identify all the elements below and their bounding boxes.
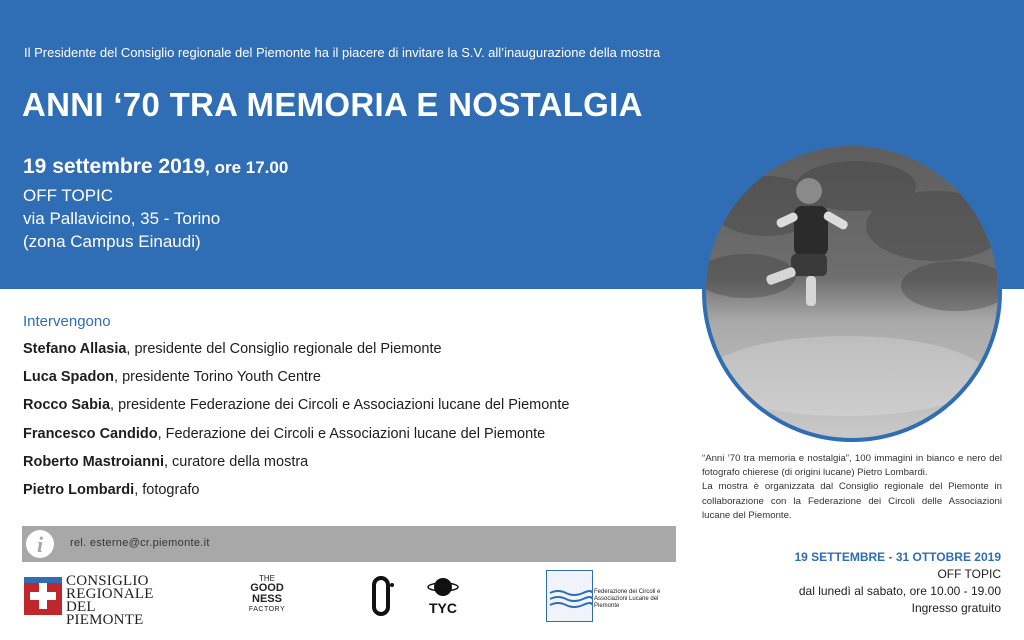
venue-area: (zona Campus Einaudi) [23,232,201,251]
photo-caption [702,452,1002,523]
svg-text:TYC: TYC [429,600,457,616]
speaker-row [23,426,569,454]
torino-youth-centre-logo [422,575,464,617]
exhibition-dates [794,549,1001,617]
exhibition-venue: OFF TOPIC [937,567,1001,581]
speaker-name: Rocco Sabia [23,397,111,414]
caption-paragraph: La mostra è organizzata dal Consiglio regionale del Piemonte in collaborazione con la Federazione dei Circoli delle Associazioni lucane del Piemonte. [702,481,1002,521]
speaker-name: Stefano Allasia [23,341,127,357]
info-bar [22,526,676,562]
speaker-name: Francesco Candido [23,425,158,442]
federazione-lucana-logo [546,570,681,620]
goodness-factory-logo: THE GOOD NESS FACTORY [248,574,286,613]
speaker-role: , Federazione dei Circoli e Associazioni lucane del Piemonte [157,425,546,442]
speakers-heading: Intervengono [23,313,111,330]
speaker-name: Roberto Mastroianni [23,453,164,470]
speaker-row [23,397,569,425]
basilicata-emblem-icon [546,570,593,622]
invitation-text: Il Presidente del Consiglio regionale del Piemonte ha il piacere di invitare la S.V. all’inaugurazione della mostra [24,45,661,60]
venue-address: via Pallavicino, 35 - Torino [23,209,221,228]
speaker-row [23,482,569,510]
event-date-day: 19 settembre 2019 [23,155,206,178]
venue-name: OFF TOPIC [23,186,114,205]
event-venue [23,184,220,253]
exhibition-photo [702,142,1002,442]
speaker-name: Luca Spadon [23,369,115,386]
exhibition-hours: dal lunedì al sabato, ore 10.00 - 19.00 [798,584,1001,598]
speaker-row [23,341,569,369]
speaker-role: , curatore della mostra [163,453,309,470]
speaker-name: Pietro Lombardi [23,481,135,498]
speaker-role: , presidente Torino Youth Centre [114,369,321,386]
speaker-role: , fotografo [134,481,200,498]
speaker-role: , presidente del Consiglio regionale del Piemonte [126,341,442,357]
caption-paragraph: “Anni ’70 tra memoria e nostalgia”, 100 immagini in bianco e nero del fotografo chierese (di origini lucane) Pietro Lombardi. [702,453,1002,479]
exhibition-range: 19 SETTEMBRE - 31 OTTOBRE 2019 [794,550,1001,564]
event-date [23,155,288,179]
off-topic-logo [371,575,397,617]
piemonte-shield-icon [24,577,62,615]
consiglio-regionale-logo: CONSIGLIO REGIONALE DEL PIEMONTE [24,575,159,617]
info-icon: i [26,530,54,558]
speaker-role: , presidente Federazione dei Circoli e Associazioni lucane del Piemonte [110,397,570,414]
speaker-row [23,369,569,397]
speaker-row [23,454,569,482]
exhibition-title: ANNI ‘70 TRA MEMORIA E NOSTALGIA [22,86,643,123]
speakers-list [23,341,569,510]
exhibition-entry: Ingresso gratuito [911,601,1001,615]
event-time: , ore 17.00 [205,158,289,177]
contact-email[interactable]: rel. esterne@cr.piemonte.it [70,537,210,549]
federazione-label: Federazione dei Circoli e Associazioni Lucane del Piemonte [594,589,661,609]
